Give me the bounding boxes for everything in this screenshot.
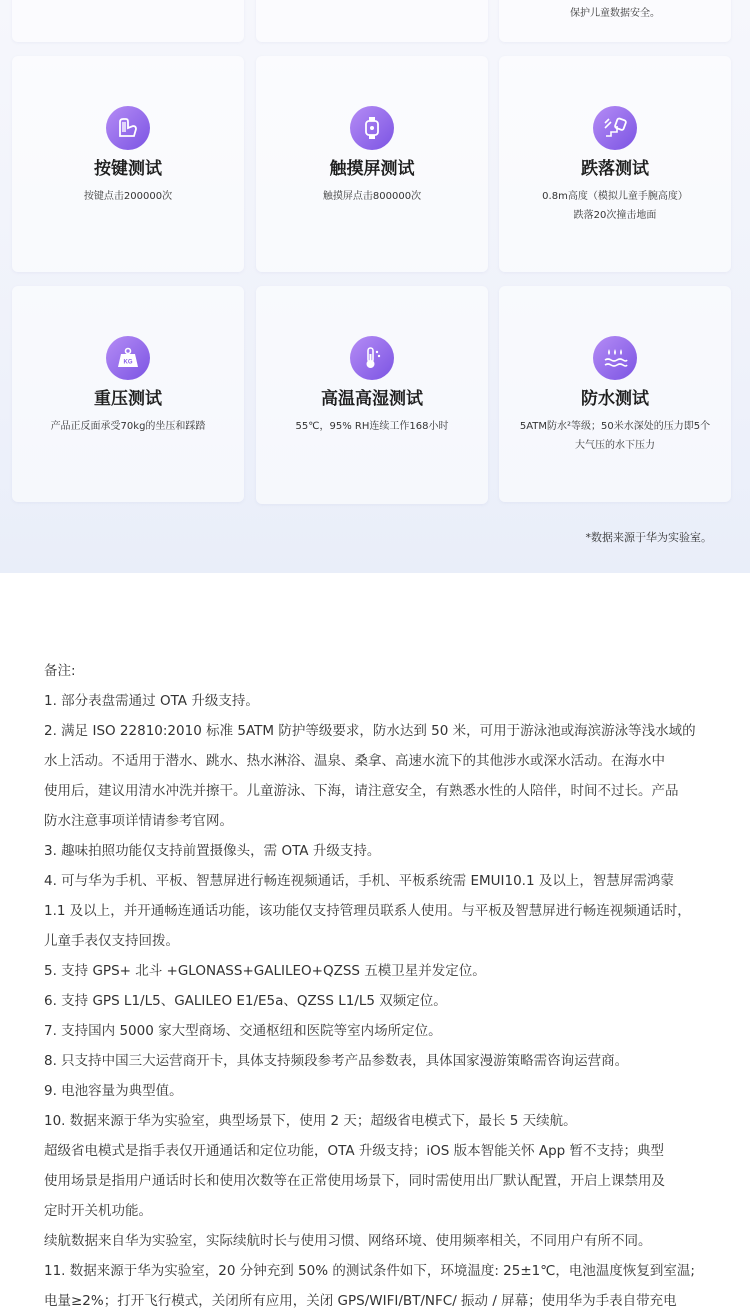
test-cards-section [0, 0, 750, 573]
card-desc-line: 跌落20次撞击地面 [573, 210, 657, 221]
card-button-test [12, 56, 244, 272]
note-line: 11. 数据来源于华为实验室，20 分钟充到 50% 的测试条件如下，环境温度: 25±1℃，电池温度恢复到室温; [44, 1263, 695, 1279]
notes-heading: 备注: [44, 663, 76, 679]
card-title: 高温高湿测试 [321, 389, 423, 409]
card-desc: 55℃，95% RH连续工作168小时 [295, 421, 449, 432]
note-line: 6. 支持 GPS L1/L5、GALILEO E1/E5a、QZSS L1/L5 双频定位。 [44, 993, 447, 1009]
note-line: 9. 电池容量为典型值。 [44, 1083, 183, 1099]
card-title: 触摸屏测试 [329, 159, 415, 179]
note-line: 1. 部分表盘需通过 OTA 升级支持。 [44, 693, 259, 709]
card-partial-desc: 保护儿童数据安全。 [570, 8, 660, 19]
card-desc-line: 5ATM防水²等级；50米水深处的压力即5个 [519, 421, 711, 432]
drop-watch-icon [593, 106, 637, 150]
card-desc [507, 187, 723, 225]
note-line: 使用后，建议用清水冲洗并擦干。儿童游泳、下海，请注意安全，有熟悉水性的人陪伴，时间不过长。产品 [44, 783, 679, 799]
note-line: 定时开关机功能。 [44, 1203, 152, 1219]
card-title: 防水测试 [581, 389, 649, 409]
note-line: 8. 只支持中国三大运营商开卡，具体支持频段参考产品参数表，具体国家漫游策略需咨询运营商。 [44, 1053, 629, 1069]
card-desc: 触摸屏点击800000次 [322, 191, 422, 202]
card-waterproof-test [499, 286, 731, 502]
card-desc [507, 417, 723, 455]
card-title: 跌落测试 [581, 159, 649, 179]
note-line: 超级省电模式是指手表仅开通通话和定位功能，OTA 升级支持；iOS 版本智能关怀 App 暂不支持；典型 [44, 1143, 665, 1159]
watch-touch-icon [350, 106, 394, 150]
note-line: 10. 数据来源于华为实验室，典型场景下，使用 2 天；超级省电模式下，最长 5 天续航。 [44, 1113, 577, 1129]
note-line: 儿童手表仅支持回拨。 [44, 933, 179, 949]
note-line: 2. 满足 ISO 22810:2010 标准 5ATM 防护等级要求，防水达到 50 米，可用于游泳池或海滨游泳等浅水域的 [44, 723, 696, 739]
card-heat-humidity-test [256, 286, 488, 504]
card-drop-test [499, 56, 731, 272]
card-partial-2 [256, 0, 488, 42]
note-line: 续航数据来自华为实验室，实际续航时长与使用习惯、网络环境、使用频率相关，不同用户有所不同。 [44, 1233, 652, 1249]
note-line: 防水注意事项详情请参考官网。 [44, 813, 233, 829]
button-press-icon [106, 106, 150, 150]
thermometer-icon [350, 336, 394, 380]
note-line: 1.1 及以上，并开通畅连通话功能，该功能仅支持管理员联系人使用。与平板及智慧屏进行畅连视频通话时， [44, 903, 691, 919]
card-title: 重压测试 [94, 389, 162, 409]
notes-section [44, 656, 712, 1316]
note-line: 7. 支持国内 5000 家大型商场、交通枢纽和医院等室内场所定位。 [44, 1023, 442, 1039]
card-touch-test [256, 56, 488, 272]
note-line: 4. 可与华为手机、平板、智慧屏进行畅连视频通话，手机、平板系统需 EMUI10.1 及以上，智慧屏需鸿蒙 [44, 873, 674, 889]
data-source-footnote: *数据来源于华为实验室。 [585, 531, 712, 544]
card-desc: 产品正反面承受70kg的坐压和踩踏 [50, 421, 206, 432]
card-pressure-test [12, 286, 244, 502]
card-partial-1 [12, 0, 244, 42]
note-line: 使用场景是指用户通话时长和使用次数等在正常使用场景下，同时需使用出厂默认配置，开启上课禁用及 [44, 1173, 665, 1189]
card-desc-line: 大气压的水下压力 [575, 440, 655, 451]
note-line: 3. 趣味拍照功能仅支持前置摄像头，需 OTA 升级支持。 [44, 843, 381, 859]
card-desc: 按键点击200000次 [83, 191, 173, 202]
card-partial-3 [499, 0, 731, 42]
card-title: 按键测试 [94, 159, 162, 179]
kg-label: KG [123, 359, 133, 366]
note-line: 5. 支持 GPS+ 北斗 +GLONASS+GALILEO+QZSS 五模卫星并发定位。 [44, 963, 486, 979]
water-drops-icon [593, 336, 637, 380]
card-desc-line: 0.8m高度（模拟儿童手腕高度） [542, 191, 688, 202]
note-line: 水上活动。不适用于潜水、跳水、热水淋浴、温泉、桑拿、高速水流下的其他涉水或深水活动。在海水中 [44, 753, 665, 769]
note-line: 电量≥2%；打开飞行模式，关闭所有应用，关闭 GPS/WIFI/BT/NFC/ 振动 / 屏幕；使用华为手表自带充电 [44, 1293, 677, 1309]
weight-kg-icon [106, 336, 150, 380]
